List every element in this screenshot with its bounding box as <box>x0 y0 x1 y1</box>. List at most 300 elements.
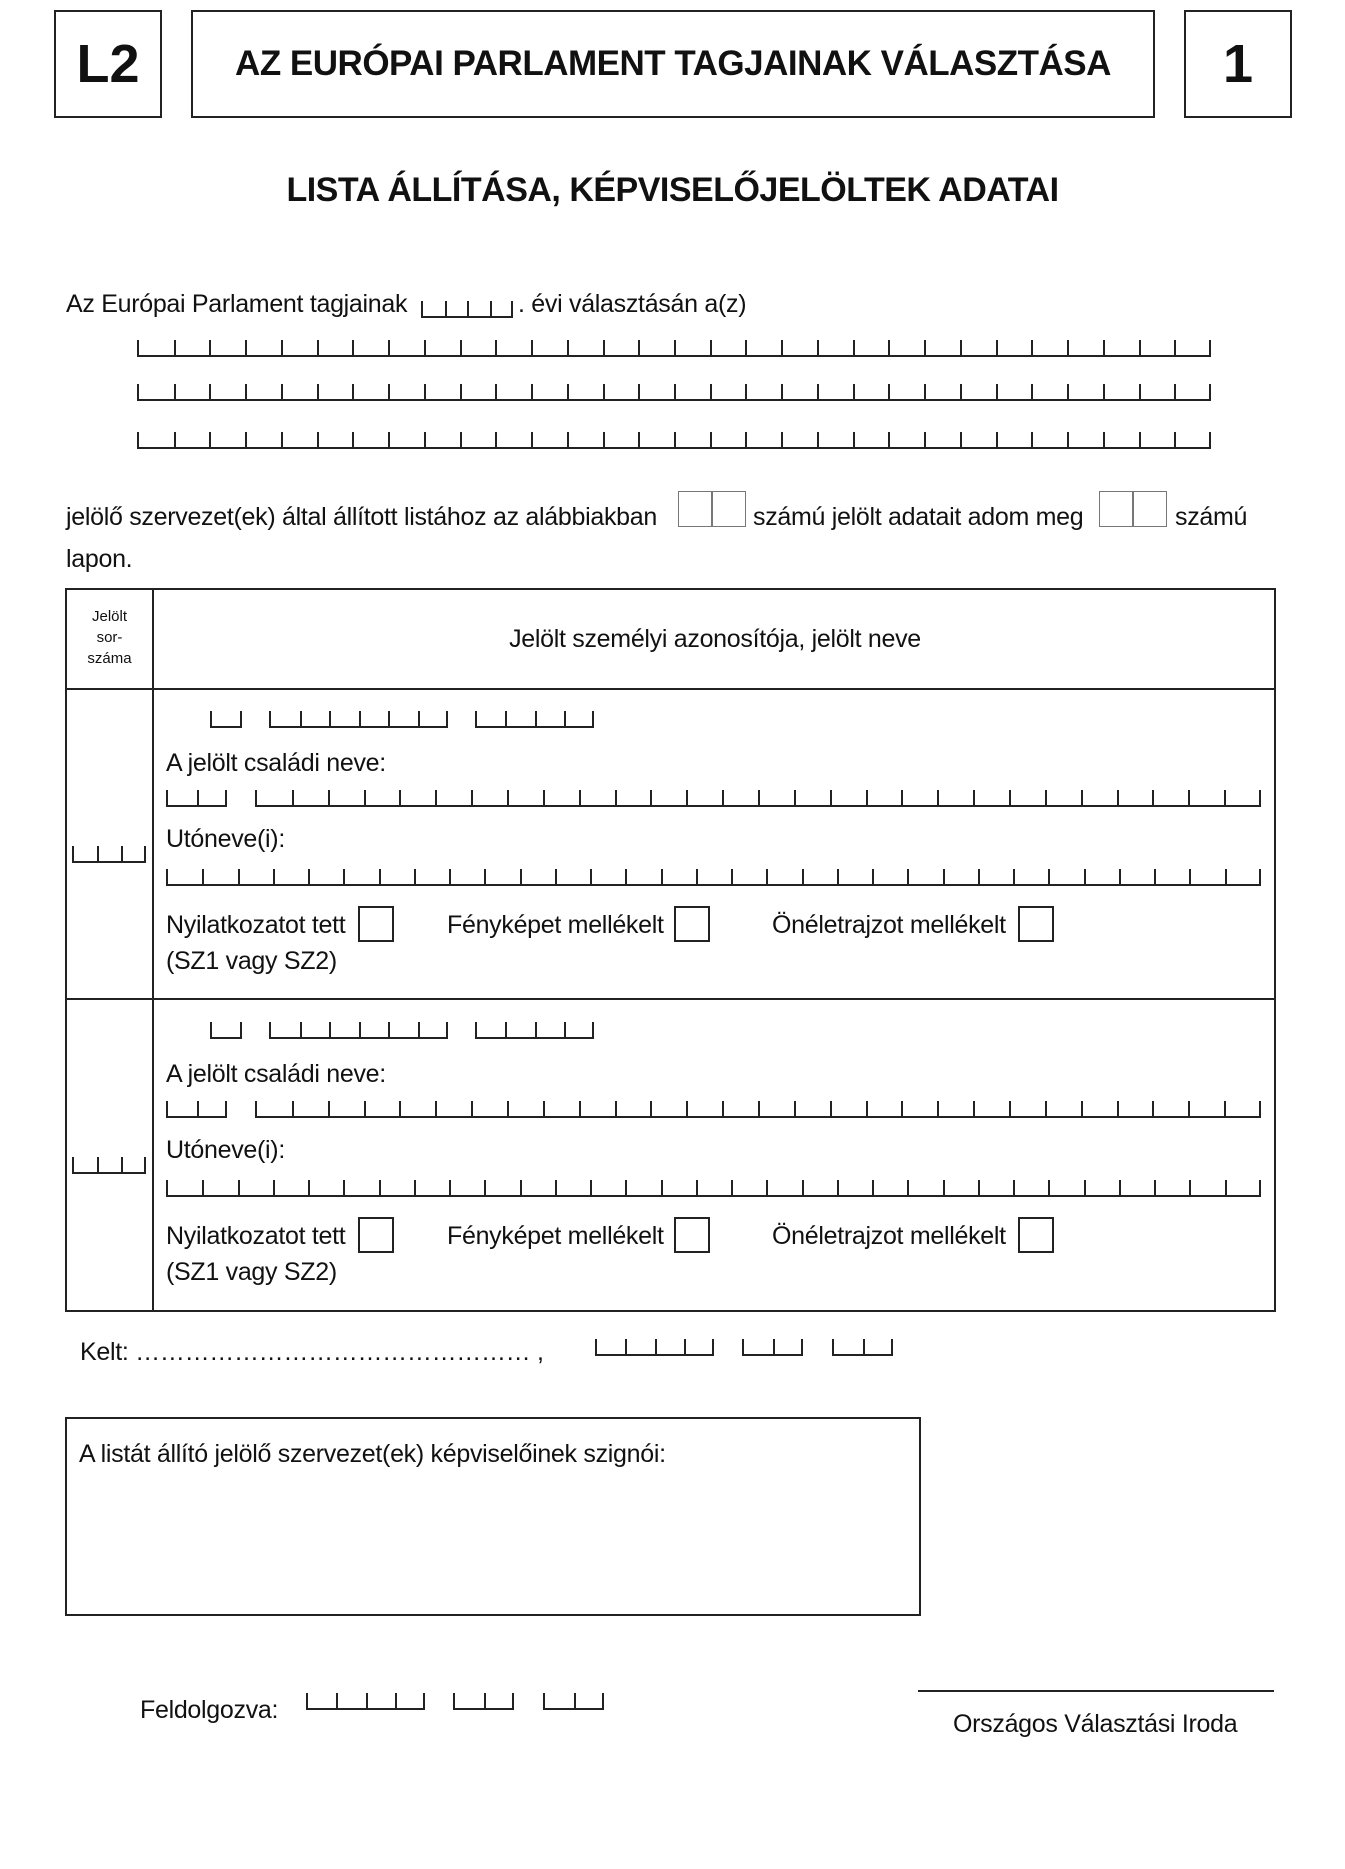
candidate-1-sequence-field[interactable] <box>72 846 146 863</box>
comb-cell-divider <box>603 384 605 399</box>
comb-cell-divider <box>460 432 462 447</box>
comb-cell-divider <box>352 340 354 355</box>
candidate-2-photo-checkbox[interactable] <box>674 1217 710 1253</box>
form-title-box <box>191 10 1155 118</box>
office-name: Országos Választási Iroda <box>953 1710 1238 1738</box>
org-name-field-1[interactable] <box>137 340 1211 357</box>
comb-cell-divider <box>943 869 945 884</box>
comb-cell-divider <box>888 432 890 447</box>
comb-cell-divider <box>144 846 146 861</box>
comb-cell-divider <box>722 790 724 805</box>
comb-cell-divider <box>1209 384 1211 399</box>
candidate-count-digit-2[interactable] <box>712 491 746 527</box>
comb-cell-divider <box>943 1180 945 1195</box>
comb-cell-divider <box>710 432 712 447</box>
comb-cell-divider <box>512 1693 514 1708</box>
comb-cell-divider <box>567 384 569 399</box>
comb-cell-divider <box>837 869 839 884</box>
comb-cell-divider <box>446 1022 448 1037</box>
comb-cell-divider <box>888 340 890 355</box>
comb-cell-divider <box>273 1180 275 1195</box>
comb-cell-divider <box>449 869 451 884</box>
comb-cell-divider <box>731 1180 733 1195</box>
comb-cell-divider <box>364 1101 366 1116</box>
candidate-1-declaration-sub: (SZ1 vagy SZ2) <box>166 947 337 975</box>
comb-cell-divider <box>531 340 533 355</box>
election-year-field[interactable] <box>421 301 513 318</box>
comb-cell-divider <box>343 869 345 884</box>
comb-cell-divider <box>590 869 592 884</box>
comb-cell-divider <box>97 846 99 861</box>
signatures-label: A listát állító jelölő szervezet(ek) képviselőinek szignói: <box>79 1440 666 1468</box>
comb-cell-divider <box>1013 1180 1015 1195</box>
comb-cell-divider <box>281 384 283 399</box>
comb-cell-divider <box>1174 340 1176 355</box>
comb-cell-divider <box>121 1157 123 1172</box>
comb-cell-divider <box>520 869 522 884</box>
lapon-text: lapon. <box>66 545 133 573</box>
comb-cell-divider <box>364 790 366 805</box>
candidate-1-cv-label: Önéletrajzot mellékelt <box>772 911 1006 939</box>
comb-cell-divider <box>802 1180 804 1195</box>
comb-cell-divider <box>745 384 747 399</box>
comb-cell-divider <box>531 432 533 447</box>
comb-cell-divider <box>674 432 676 447</box>
comb-cell-divider <box>794 790 796 805</box>
comb-cell-divider <box>924 384 926 399</box>
comb-cell-divider <box>745 340 747 355</box>
comb-cell-divider <box>495 384 497 399</box>
comb-cell-divider <box>225 790 227 805</box>
comb-cell-divider <box>973 1101 975 1116</box>
comb-cell-divider <box>209 384 211 399</box>
comb-cell-divider <box>817 340 819 355</box>
comb-cell-divider <box>507 1101 509 1116</box>
end-text: számú <box>1175 503 1248 531</box>
comb-cell-divider <box>1224 1101 1226 1116</box>
sheet-count-digit-1[interactable] <box>1099 491 1133 527</box>
comb-cell-divider <box>418 711 420 726</box>
comb-cell-divider <box>866 1101 868 1116</box>
comb-cell-divider <box>555 1180 557 1195</box>
comb-cell-divider <box>97 1157 99 1172</box>
comb-cell-divider <box>292 790 294 805</box>
comb-cell-divider <box>414 1180 416 1195</box>
comb-cell-divider <box>281 340 283 355</box>
comb-cell-divider <box>686 1101 688 1116</box>
candidate-1-family-name-prefix[interactable] <box>166 790 227 807</box>
comb-cell-divider <box>592 711 594 726</box>
candidate-1-family-name-field[interactable] <box>255 790 1261 807</box>
comb-cell-divider <box>603 432 605 447</box>
comb-cell-divider <box>238 869 240 884</box>
comb-cell-divider <box>1081 1101 1083 1116</box>
candidate-2-cv-label: Önéletrajzot mellékelt <box>772 1222 1006 1250</box>
comb-cell-divider <box>924 340 926 355</box>
comb-cell-divider <box>1139 432 1141 447</box>
comb-cell-divider <box>1174 432 1176 447</box>
comb-cell-divider <box>758 790 760 805</box>
kelt-year-field[interactable] <box>595 1339 714 1356</box>
comb-cell-divider <box>1045 790 1047 805</box>
comb-cell-divider <box>505 1022 507 1037</box>
comb-cell-divider <box>471 1101 473 1116</box>
comb-cell-divider <box>202 869 204 884</box>
comb-cell-divider <box>781 340 783 355</box>
comb-cell-divider <box>495 340 497 355</box>
comb-cell-divider <box>1103 384 1105 399</box>
comb-cell-divider <box>853 340 855 355</box>
comb-cell-divider <box>317 340 319 355</box>
comb-cell-divider <box>317 384 319 399</box>
org-name-field-3[interactable] <box>137 432 1211 449</box>
comb-cell-divider <box>863 1339 865 1354</box>
comb-cell-divider <box>174 384 176 399</box>
comb-cell-divider <box>574 1693 576 1708</box>
comb-cell-divider <box>1259 1101 1261 1116</box>
comb-cell-divider <box>853 432 855 447</box>
candidate-2-sequence-field[interactable] <box>72 1157 146 1174</box>
comb-cell-divider <box>1031 384 1033 399</box>
candidate-1-declaration-checkbox[interactable] <box>358 906 394 942</box>
comb-cell-divider <box>1045 1101 1047 1116</box>
col-header-sequence: Jelölt sor- száma <box>87 608 132 667</box>
candidate-2-family-name-label: A jelölt családi neve: <box>166 1060 386 1088</box>
comb-cell-divider <box>460 384 462 399</box>
comb-cell-divider <box>567 340 569 355</box>
comb-cell-divider <box>317 432 319 447</box>
comb-cell-divider <box>445 301 447 316</box>
comb-cell-divider <box>924 432 926 447</box>
mid-text: számú jelölt adatait adom meg <box>753 503 1084 531</box>
comb-cell-divider <box>1084 869 1086 884</box>
comb-cell-divider <box>520 1180 522 1195</box>
comb-cell-divider <box>395 1693 397 1708</box>
comb-cell-divider <box>1154 1180 1156 1195</box>
comb-cell-divider <box>379 1180 381 1195</box>
comb-cell-divider <box>1031 432 1033 447</box>
comb-cell-divider <box>638 384 640 399</box>
comb-cell-divider <box>543 1101 545 1116</box>
comb-cell-divider <box>414 869 416 884</box>
candidate-1-declaration-label: Nyilatkozatot tett <box>166 911 346 939</box>
candidate-2-id-part-3[interactable] <box>475 1022 594 1039</box>
comb-cell-divider <box>978 869 980 884</box>
comb-cell-divider <box>379 869 381 884</box>
comb-cell-divider <box>1259 1180 1261 1195</box>
candidate-2-photo-label: Fényképet mellékelt <box>447 1222 664 1250</box>
comb-cell-divider <box>615 790 617 805</box>
comb-cell-divider <box>328 1101 330 1116</box>
comb-cell-divider <box>225 1101 227 1116</box>
comb-cell-divider <box>1152 790 1154 805</box>
comb-cell-divider <box>245 384 247 399</box>
comb-cell-divider <box>471 790 473 805</box>
comb-cell-divider <box>674 340 676 355</box>
comb-cell-divider <box>590 1180 592 1195</box>
comb-cell-divider <box>960 340 962 355</box>
form-code: L2 <box>76 34 140 94</box>
comb-cell-divider <box>399 790 401 805</box>
comb-cell-divider <box>197 790 199 805</box>
comb-cell-divider <box>1225 1180 1227 1195</box>
comb-cell-divider <box>866 790 868 805</box>
comb-cell-divider <box>359 1022 361 1037</box>
comb-cell-divider <box>446 711 448 726</box>
comb-cell-divider <box>802 869 804 884</box>
page-number: 1 <box>1222 34 1254 94</box>
comb-cell-divider <box>281 432 283 447</box>
comb-cell-divider <box>564 711 566 726</box>
comb-cell-divider <box>661 1180 663 1195</box>
candidate-1-id-part-3[interactable] <box>475 711 594 728</box>
comb-cell-divider <box>973 790 975 805</box>
candidate-1-cv-checkbox[interactable] <box>1018 906 1054 942</box>
comb-cell-divider <box>352 432 354 447</box>
comb-cell-divider <box>579 790 581 805</box>
comb-cell-divider <box>343 1180 345 1195</box>
candidate-2-given-name-label: Utóneve(i): <box>166 1136 285 1164</box>
page-subtitle: LISTA ÁLLÍTÁSA, KÉPVISELŐJELÖLTEK ADATAI <box>286 170 1059 209</box>
comb-cell-divider <box>907 1180 909 1195</box>
comb-cell-divider <box>174 432 176 447</box>
candidate-1-given-name-label: Utóneve(i): <box>166 825 285 853</box>
comb-cell-divider <box>686 790 688 805</box>
kelt-label: Kelt: ………………………………………… , <box>80 1338 544 1366</box>
comb-cell-divider <box>696 1180 698 1195</box>
comb-cell-divider <box>531 384 533 399</box>
candidate-2-declaration-checkbox[interactable] <box>358 1217 394 1253</box>
comb-cell-divider <box>773 1339 775 1354</box>
candidate-1-id-part-1[interactable] <box>210 711 242 728</box>
comb-cell-divider <box>579 1101 581 1116</box>
comb-cell-divider <box>960 384 962 399</box>
comb-cell-divider <box>1009 790 1011 805</box>
comb-cell-divider <box>710 340 712 355</box>
candidate-1-id-part-2[interactable] <box>269 711 448 728</box>
comb-cell-divider <box>1009 1101 1011 1116</box>
comb-cell-divider <box>1188 1101 1190 1116</box>
kelt-day-field[interactable] <box>832 1339 893 1356</box>
comb-cell-divider <box>366 1693 368 1708</box>
comb-cell-divider <box>1103 432 1105 447</box>
comb-cell-divider <box>121 846 123 861</box>
comb-cell-divider <box>1048 869 1050 884</box>
comb-cell-divider <box>625 1180 627 1195</box>
comb-cell-divider <box>424 340 426 355</box>
comb-cell-divider <box>722 1101 724 1116</box>
comb-cell-divider <box>467 301 469 316</box>
comb-cell-divider <box>1067 432 1069 447</box>
comb-cell-divider <box>758 1101 760 1116</box>
comb-cell-divider <box>300 711 302 726</box>
comb-cell-divider <box>300 1022 302 1037</box>
comb-cell-divider <box>535 1022 537 1037</box>
candidate-2-cv-checkbox[interactable] <box>1018 1217 1054 1253</box>
comb-cell-divider <box>388 384 390 399</box>
comb-cell-divider <box>352 384 354 399</box>
org-name-field-2[interactable] <box>137 384 1211 401</box>
comb-cell-divider <box>817 432 819 447</box>
comb-cell-divider <box>388 711 390 726</box>
comb-cell-divider <box>490 301 492 316</box>
office-signature-line <box>918 1690 1274 1692</box>
comb-cell-divider <box>418 1022 420 1037</box>
processed-year-field[interactable] <box>306 1693 425 1710</box>
comb-cell-divider <box>766 1180 768 1195</box>
comb-cell-divider <box>888 384 890 399</box>
candidate-2-id-part-2[interactable] <box>269 1022 448 1039</box>
candidate-2-declaration-label: Nyilatkozatot tett <box>166 1222 346 1250</box>
comb-cell-divider <box>511 301 513 316</box>
comb-cell-divider <box>202 1180 204 1195</box>
comb-cell-divider <box>625 1339 627 1354</box>
form-code-box <box>54 10 162 118</box>
candidate-2-family-name-prefix[interactable] <box>166 1101 227 1118</box>
comb-cell-divider <box>650 790 652 805</box>
comb-cell-divider <box>1188 790 1190 805</box>
comb-cell-divider <box>872 1180 874 1195</box>
comb-cell-divider <box>308 1180 310 1195</box>
comb-cell-divider <box>901 1101 903 1116</box>
comb-cell-divider <box>937 790 939 805</box>
comb-cell-divider <box>1259 790 1261 805</box>
comb-cell-divider <box>399 1101 401 1116</box>
comb-cell-divider <box>592 1022 594 1037</box>
comb-cell-divider <box>1013 869 1015 884</box>
comb-cell-divider <box>245 340 247 355</box>
candidate-2-family-name-field[interactable] <box>255 1101 1261 1118</box>
form-title: AZ EURÓPAI PARLAMENT TAGJAINAK VÁLASZTÁSA <box>235 44 1111 83</box>
comb-cell-divider <box>388 340 390 355</box>
comb-cell-divider <box>996 432 998 447</box>
kelt-month-field[interactable] <box>742 1339 803 1356</box>
comb-cell-divider <box>388 432 390 447</box>
table-row-divider <box>65 998 1276 1000</box>
candidate-1-family-name-label: A jelölt családi neve: <box>166 749 386 777</box>
comb-cell-divider <box>329 1022 331 1037</box>
comb-cell-divider <box>1117 790 1119 805</box>
comb-cell-divider <box>484 869 486 884</box>
comb-cell-divider <box>603 340 605 355</box>
comb-cell-divider <box>710 384 712 399</box>
comb-cell-divider <box>1119 1180 1121 1195</box>
comb-cell-divider <box>794 1101 796 1116</box>
comb-cell-divider <box>674 384 676 399</box>
comb-cell-divider <box>684 1339 686 1354</box>
comb-cell-divider <box>766 869 768 884</box>
candidate-count-digit-1[interactable] <box>678 491 712 527</box>
comb-cell-divider <box>245 432 247 447</box>
comb-cell-divider <box>567 432 569 447</box>
comb-cell-divider <box>292 1101 294 1116</box>
table-col-divider <box>152 588 154 1312</box>
comb-cell-divider <box>1225 869 1227 884</box>
comb-cell-divider <box>661 869 663 884</box>
page-number-box <box>1184 10 1292 118</box>
comb-cell-divider <box>625 869 627 884</box>
comb-cell-divider <box>801 1339 803 1354</box>
comb-cell-divider <box>388 1022 390 1037</box>
comb-cell-divider <box>423 1693 425 1708</box>
comb-cell-divider <box>1174 384 1176 399</box>
comb-cell-divider <box>308 869 310 884</box>
comb-cell-divider <box>555 869 557 884</box>
comb-cell-divider <box>781 432 783 447</box>
comb-cell-divider <box>817 384 819 399</box>
org-line-text: jelölő szervezet(ek) által állított listához az alábbiakban <box>66 503 657 531</box>
comb-cell-divider <box>507 790 509 805</box>
comb-cell-divider <box>1067 340 1069 355</box>
comb-cell-divider <box>781 384 783 399</box>
comb-cell-divider <box>240 711 242 726</box>
intro-prefix: Az Európai Parlament tagjainak <box>66 290 408 318</box>
col-header-identity: Jelölt személyi azonosítója, jelölt neve <box>509 625 921 653</box>
comb-cell-divider <box>712 1339 714 1354</box>
candidate-1-given-name-field[interactable] <box>166 869 1261 886</box>
comb-cell-divider <box>1117 1101 1119 1116</box>
intro-suffix: . évi választásán a(z) <box>518 290 747 318</box>
comb-cell-divider <box>240 1022 242 1037</box>
comb-cell-divider <box>1189 869 1191 884</box>
candidate-2-given-name-field[interactable] <box>166 1180 1261 1197</box>
processed-month-field[interactable] <box>453 1693 514 1710</box>
comb-cell-divider <box>1031 340 1033 355</box>
comb-cell-divider <box>174 340 176 355</box>
table-header-divider <box>65 688 1276 690</box>
comb-cell-divider <box>484 1180 486 1195</box>
comb-cell-divider <box>891 1339 893 1354</box>
comb-cell-divider <box>907 869 909 884</box>
comb-cell-divider <box>1103 340 1105 355</box>
comb-cell-divider <box>197 1101 199 1116</box>
comb-cell-divider <box>424 432 426 447</box>
comb-cell-divider <box>435 790 437 805</box>
comb-cell-divider <box>638 432 640 447</box>
comb-cell-divider <box>1154 869 1156 884</box>
comb-cell-divider <box>359 711 361 726</box>
processed-day-field[interactable] <box>543 1693 604 1710</box>
candidate-2-id-part-1[interactable] <box>210 1022 242 1039</box>
comb-cell-divider <box>602 1693 604 1708</box>
comb-cell-divider <box>505 711 507 726</box>
comb-cell-divider <box>484 1693 486 1708</box>
comb-cell-divider <box>449 1180 451 1195</box>
comb-cell-divider <box>1209 432 1211 447</box>
comb-cell-divider <box>424 384 426 399</box>
comb-cell-divider <box>328 790 330 805</box>
comb-cell-divider <box>615 1101 617 1116</box>
comb-cell-divider <box>731 869 733 884</box>
candidate-1-photo-checkbox[interactable] <box>674 906 710 942</box>
comb-cell-divider <box>460 340 462 355</box>
comb-cell-divider <box>238 1180 240 1195</box>
comb-cell-divider <box>638 340 640 355</box>
comb-cell-divider <box>696 869 698 884</box>
comb-cell-divider <box>837 1180 839 1195</box>
comb-cell-divider <box>336 1693 338 1708</box>
comb-cell-divider <box>1119 869 1121 884</box>
comb-cell-divider <box>937 1101 939 1116</box>
comb-cell-divider <box>1259 869 1261 884</box>
comb-cell-divider <box>853 384 855 399</box>
comb-cell-divider <box>1081 790 1083 805</box>
comb-cell-divider <box>1084 1180 1086 1195</box>
comb-cell-divider <box>1189 1180 1191 1195</box>
sheet-count-digit-2[interactable] <box>1133 491 1167 527</box>
candidate-1-photo-label: Fényképet mellékelt <box>447 911 664 939</box>
comb-cell-divider <box>273 869 275 884</box>
